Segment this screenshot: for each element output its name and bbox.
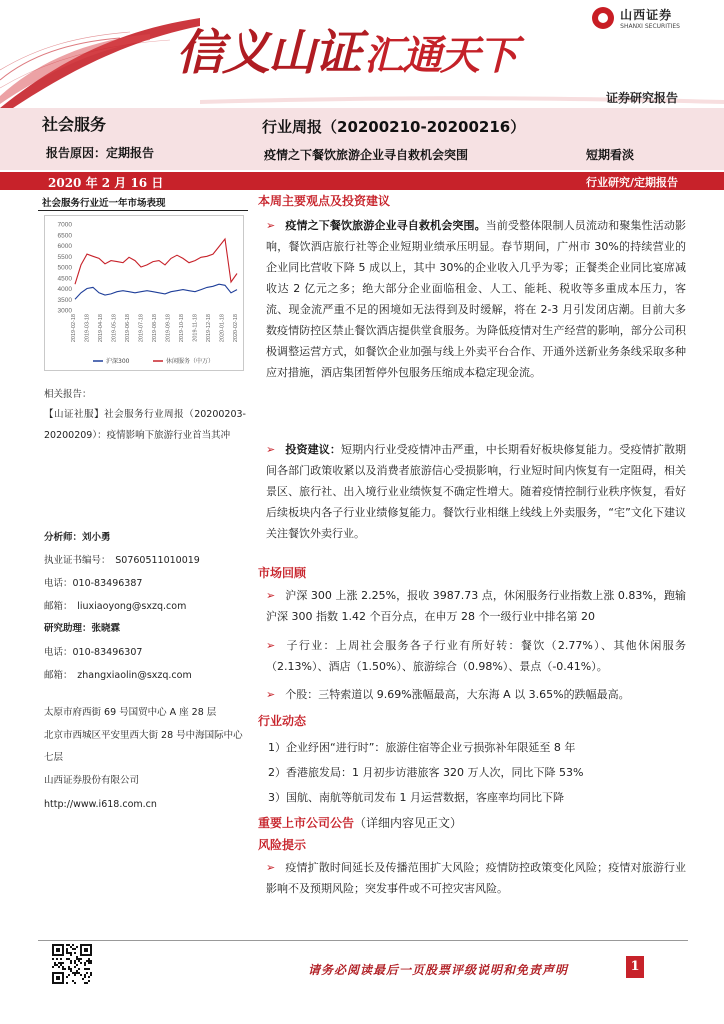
qr-module: [84, 962, 86, 964]
company-logo: [592, 6, 680, 30]
section-viewpoints-title: 本周主要观点及投资建议: [258, 194, 391, 208]
qr-module: [82, 978, 84, 980]
footer-divider: [38, 940, 688, 941]
qr-module: [70, 968, 72, 970]
analyst-name: 分析师：刘小勇: [44, 532, 111, 543]
market-index-text: 沪深 300 上涨 2.25%，报收 3987.73 点，休闲服务行业指数上涨 0.83%，跑输沪深 300 指数 1.42 个百分点，在申万 28 个一级行业中排名第 20: [266, 589, 686, 623]
qr-module: [74, 972, 76, 974]
qr-module: [66, 952, 68, 954]
section-announcements-title: [258, 814, 462, 831]
qr-module: [86, 982, 88, 984]
qr-module: [66, 976, 68, 978]
x-tick-label: 2019-02-18: [71, 314, 77, 343]
bullet-investment-lead: 投资建议：: [285, 443, 342, 456]
qr-module: [74, 948, 76, 950]
series-line-1: [75, 239, 237, 284]
x-tick-label: 2019-08-18: [152, 314, 158, 343]
logo-en: SHANXI SECURITIES: [620, 23, 680, 30]
bullet-investment: [266, 439, 686, 544]
section-market-title: 市场回顾: [258, 566, 307, 580]
x-tick-label: 2019-04-18: [98, 314, 104, 343]
qr-module: [66, 958, 68, 960]
qr-module: [88, 962, 90, 964]
qr-module: [58, 966, 60, 968]
slogan: [176, 14, 516, 83]
disclaimer: 请务必阅读最后一页股票评级说明和免责声明: [308, 963, 569, 977]
qr-module: [56, 964, 58, 966]
qr-module: [74, 952, 76, 954]
qr-module: [68, 968, 70, 970]
qr-module: [76, 972, 78, 974]
chart-title: 社会服务行业近一年市场表现: [42, 198, 166, 209]
market-chart-svg: [45, 216, 243, 370]
y-tick-label: 5500: [57, 253, 72, 261]
arrow-icon: ➢: [266, 443, 276, 456]
qr-module: [64, 968, 66, 970]
x-tick-label: 2019-09-18: [165, 314, 172, 343]
related-report-link[interactable]: 【山证社服】社会服务行业周报（20200203-20200209）：疫情影响下旅游行业首当其冲: [44, 409, 246, 441]
qr-module: [86, 968, 88, 970]
website-link[interactable]: http://www.i618.com.cn: [44, 799, 157, 810]
y-tick-label: 3500: [57, 296, 72, 304]
risk-warning: [266, 857, 686, 899]
qr-module: [66, 950, 68, 952]
bullet-investment-body: 短期内行业受疫情冲击严重，中长期看好板块修复能力。受疫情扩散期间各部门政策收紧以及消费者旅游信心受损影响，行业短时间内恢复有一定阻碍，相关景区、旅行社、出入境行业业绩恢复不确定性增大。随着疫情控制行业秩序恢复，看好后续板块内各子行业业绩修复能力。餐饮行业相继上线线上外卖服务，“宅”文化下建议关注餐饮外卖行业。: [266, 443, 686, 540]
qr-module: [86, 972, 88, 974]
qr-module: [62, 968, 64, 970]
qr-module: [78, 968, 80, 970]
qr-module: [68, 944, 70, 946]
related-label: 相关报告：: [44, 389, 92, 400]
qr-module: [66, 944, 68, 946]
qr-module: [56, 948, 60, 952]
arrow-icon: ➢: [266, 688, 276, 701]
report-subtitle: 疫情之下餐饮旅游企业寻自救机会突围: [264, 148, 469, 162]
qr-module: [74, 962, 76, 964]
section-dynamics-title: 行业动态: [258, 714, 307, 728]
risk-warning-text: 疫情扩散时间延长及传播范围扩大风险；疫情防控政策变化风险；疫情对旅游行业影响不及预期风险；突发事件或不可控灾害风险。: [266, 861, 686, 895]
arrow-icon: ➢: [266, 861, 276, 874]
qr-module: [68, 952, 70, 954]
qr-module: [90, 960, 92, 962]
report-title: 行业周报（20200210-20200216）: [262, 118, 526, 136]
qr-module: [74, 982, 76, 984]
qr-module: [70, 952, 72, 954]
assistant-name: 研究助理：张晓霖: [44, 623, 121, 634]
qr-module: [62, 962, 64, 964]
qr-module: [72, 948, 74, 950]
qr-module: [54, 962, 56, 964]
qr-module: [76, 956, 78, 958]
qr-module: [70, 962, 72, 964]
y-tick-label: 5000: [57, 264, 72, 272]
qr-module: [76, 946, 78, 948]
qr-module: [74, 960, 76, 962]
x-tick-label: 2019-11-18: [192, 314, 199, 342]
qr-module: [54, 964, 56, 966]
qr-module: [76, 964, 78, 966]
legend-label: 沪深300: [106, 358, 130, 365]
qr-module: [72, 944, 74, 946]
arrow-icon: ➢: [266, 219, 276, 232]
market-stock: [266, 684, 686, 705]
x-tick-label: 2019-12-18: [206, 314, 212, 343]
qr-module: [56, 958, 58, 960]
section-risk-title: 风险提示: [258, 838, 307, 852]
qr-module: [56, 976, 60, 980]
qr-module: [84, 974, 86, 976]
qr-module: [90, 962, 92, 964]
qr-module: [74, 974, 76, 976]
market-stock-text: 个股：三特索道以 9.69%涨幅最高，大东海 A 以 3.65%的跌幅最高。: [285, 688, 630, 701]
divider: [38, 210, 248, 211]
arrow-icon: ➢: [266, 589, 276, 602]
report-type: 证券研究报告: [605, 91, 678, 105]
title-block: [0, 108, 724, 170]
qr-module: [90, 974, 92, 976]
qr-module: [88, 976, 90, 978]
slogan-small: 汇通天下: [364, 32, 517, 79]
qr-module: [52, 966, 54, 968]
qr-module: [68, 966, 70, 968]
bullet-viewpoint: [266, 215, 686, 383]
page-number: 1: [626, 956, 644, 978]
qr-module: [60, 958, 62, 960]
qr-module: [88, 958, 90, 960]
header-banner: [0, 0, 724, 110]
x-tick-label: 2019-06-18: [125, 314, 131, 343]
market-chart: [44, 215, 244, 371]
date-bar: [0, 172, 724, 190]
qr-module: [76, 958, 78, 960]
x-tick-label: 2019-07-18: [138, 314, 145, 343]
report-reason: 报告原因：定期报告: [46, 146, 155, 160]
slogan-big: 信义山证: [176, 25, 361, 81]
arrow-icon: ➢: [266, 639, 276, 652]
legend-label: 休闲服务（中万）: [166, 358, 215, 365]
qr-module: [68, 974, 70, 976]
qr-module: [90, 972, 92, 974]
logo-mark-icon: [592, 7, 614, 29]
x-tick-label: 2020-01-18: [219, 314, 226, 343]
y-tick-label: 4500: [57, 275, 72, 283]
market-subsector: [266, 635, 686, 677]
qr-module: [80, 962, 82, 964]
qr-module: [66, 982, 68, 984]
bullet-viewpoint-body: 当前受整体限制人员流动和聚集性活动影响，餐饮酒店旅行社等企业短期业绩承压明显。春节期间，广州市 30%的持续营业的企业同比营收下降 5 成以上，其中 30%的企业收入几乎为零；正餐类企业同比宴席减收达 2 亿元之多；绝大部分企业面临租金、人工、能耗、税收等多重成本压力，客流、现金流严重不足的困境如无法得到及时缓解，将在 2-3 月引发闭店潮。目前大多数疫情防控区禁止餐饮酒店提供堂食服务。为降低疫情对生产经营的影响，部分公司积极调整运营方式，如餐饮企业加强与线上外卖平台合作、开通外送新业务条线采取多种应对措施，酒店集团暂停外包服务压缩成本稳定现金流。: [266, 219, 687, 379]
y-tick-label: 3000: [57, 307, 72, 315]
qr-module: [66, 948, 68, 950]
qr-module: [80, 958, 82, 960]
company-name: 山西证券股份有限公司: [44, 774, 140, 786]
qr-module: [78, 960, 80, 962]
qr-module: [84, 982, 86, 984]
bullet-viewpoint-lead: 疫情之下餐饮旅游企业寻自救机会突围。: [285, 219, 486, 232]
qr-module: [74, 966, 76, 968]
qr-module: [84, 968, 86, 970]
address-beijing: 北京市西城区平安里西大街 28 号中海国际中心七层: [44, 729, 243, 763]
report-category: 行业研究/定期报告: [585, 176, 678, 189]
qr-module: [86, 960, 88, 962]
market-subsector-text: 子行业：上周社会服务各子行业有所好转：餐饮（2.77%）、其他休闲服务（2.13%）、酒店（1.50%）、旅游综合（0.98%）、景点（-0.41%）。: [266, 639, 686, 673]
qr-module: [70, 970, 72, 972]
address-taiyuan: 太原市府西街 69 号国贸中心 A 座 28 层: [44, 707, 217, 718]
announcements-title: 重要上市公司公告: [258, 816, 355, 830]
assistant-email[interactable]: 邮箱： zhangxiaolin@sxzq.com: [44, 670, 192, 681]
analyst-phone: 电话：010-83496387: [44, 578, 143, 589]
qr-module: [72, 980, 74, 982]
qr-module: [62, 966, 64, 968]
qr-module: [58, 962, 60, 964]
announcements-note: （详细内容见正文）: [354, 816, 463, 830]
qr-module: [88, 960, 90, 962]
y-tick-label: 6000: [57, 243, 72, 250]
qr-module: [52, 958, 54, 960]
qr-module: [70, 960, 72, 962]
x-tick-label: 2019-10-18: [179, 314, 185, 343]
qr-module: [78, 958, 80, 960]
qr-module: [84, 948, 88, 952]
y-tick-label: 7000: [57, 221, 72, 229]
y-tick-label: 4000: [57, 286, 72, 293]
qr-module: [84, 964, 86, 966]
qr-module: [68, 958, 70, 960]
cert-number: 执业证书编号： S0760511010019: [44, 555, 200, 566]
x-tick-label: 2020-02-18: [233, 314, 239, 343]
y-tick-label: 6500: [57, 232, 72, 240]
qr-module: [88, 980, 90, 982]
qr-module: [70, 946, 72, 948]
rating: 短期看淡: [586, 148, 635, 162]
qr-module: [72, 972, 74, 974]
qr-module: [60, 964, 62, 966]
address-block: [44, 702, 248, 817]
x-tick-label: 2019-03-18: [84, 314, 91, 343]
assistant-phone: 电话：010-83496307: [44, 647, 143, 658]
market-index: [266, 585, 686, 627]
analyst-email[interactable]: 邮箱： liuxiaoyong@sxzq.com: [44, 601, 187, 612]
logo-cn: 山西证券: [620, 8, 673, 22]
qr-code-icon: [52, 944, 92, 984]
x-tick-label: 2019-05-18: [111, 314, 118, 343]
qr-module: [76, 970, 78, 972]
qr-module: [78, 972, 80, 974]
series-line-0: [75, 284, 237, 299]
dynamics-item: 1）企业纾困“进行时”：旅游住宿等企业亏损弥补年限延至 8 年: [268, 741, 576, 754]
qr-module: [84, 976, 86, 978]
sector-name: 社会服务: [42, 115, 107, 134]
report-date: 2020 年 2 月 16 日: [48, 176, 164, 190]
qr-module: [70, 954, 72, 956]
dynamics-item: 3）国航、南航等航司发布 1 月运营数据，客座率均同比下降: [268, 791, 564, 804]
dynamics-item: 2）香港旅发局：1 月初步访港旅客 320 万人次，同比下降 53%: [268, 766, 584, 779]
qr-module: [60, 962, 62, 964]
qr-module: [88, 968, 90, 970]
qr-module: [80, 974, 82, 976]
